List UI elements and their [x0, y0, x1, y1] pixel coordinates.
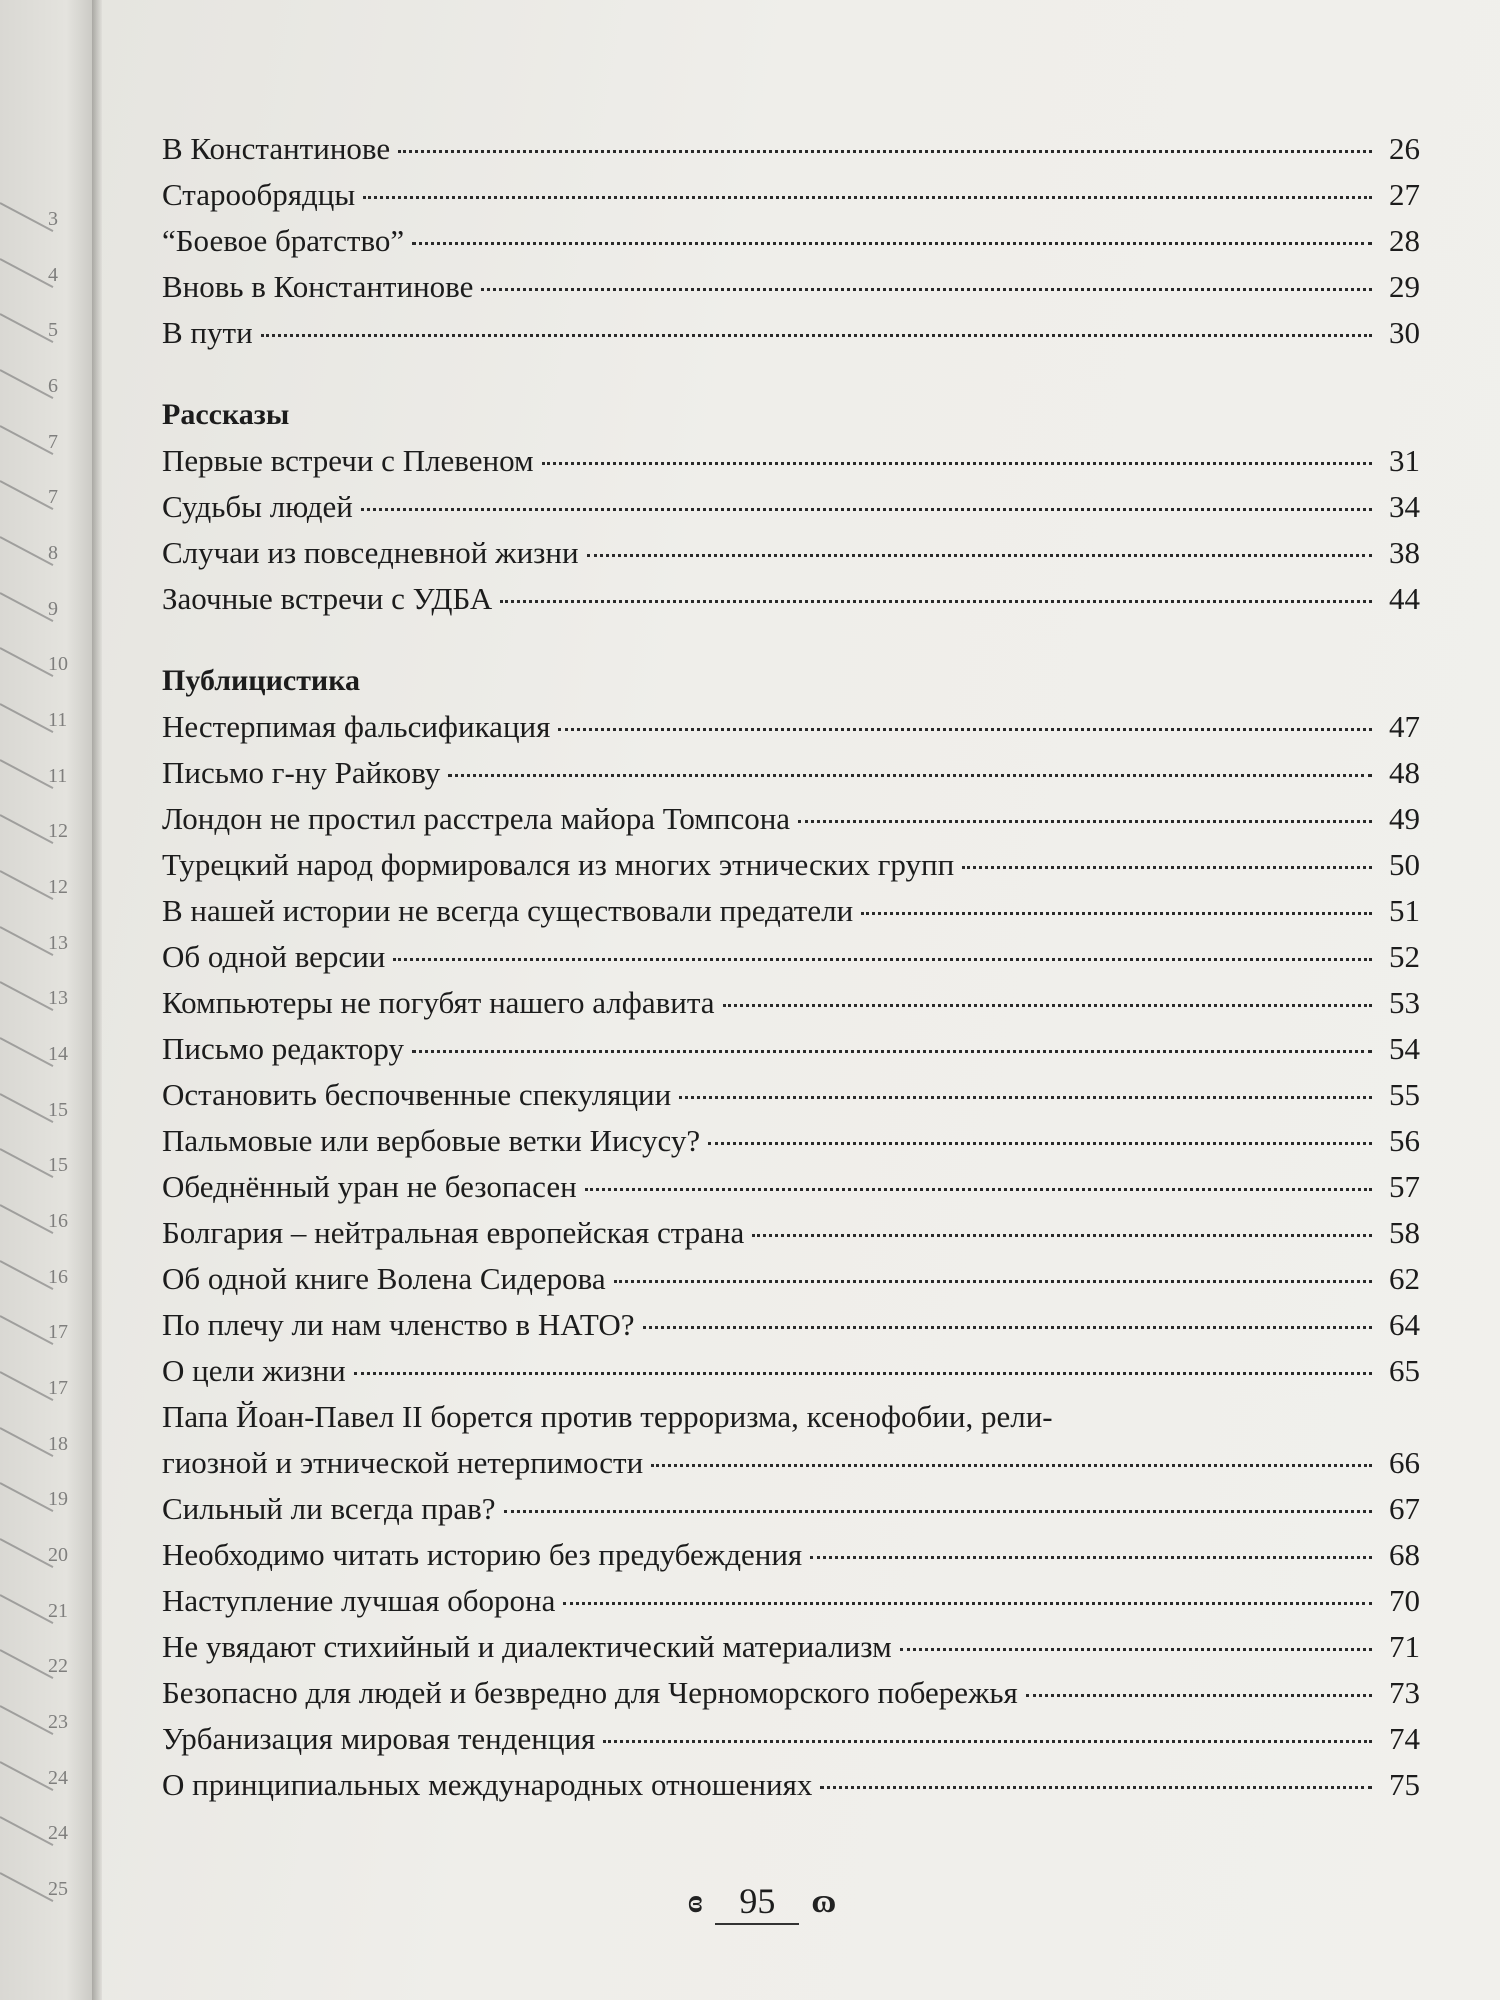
entry-page-number: 27 [1389, 177, 1420, 212]
margin-tick-mark [0, 1315, 53, 1345]
dot-leader [643, 1325, 1372, 1329]
margin-tick-mark [0, 1148, 53, 1178]
dot-leader [412, 1049, 1372, 1053]
toc-entry[interactable] [162, 1394, 1420, 1440]
dot-leader [752, 1233, 1372, 1237]
entry-page-number: 73 [1389, 1675, 1420, 1710]
entry-page-number: 71 [1389, 1629, 1420, 1664]
margin-tick-mark [0, 202, 53, 232]
dot-leader [820, 1785, 1372, 1789]
ornament-left-icon: ɞ [687, 1883, 704, 1920]
margin-tick-mark [0, 759, 53, 789]
toc-entry[interactable] [162, 1762, 1420, 1808]
toc-entry[interactable] [162, 888, 1420, 934]
toc-entry[interactable] [162, 934, 1420, 980]
margin-tick-mark [0, 1037, 53, 1067]
entry-page-number: 62 [1389, 1261, 1420, 1296]
margin-tick-mark [0, 1427, 53, 1457]
entry-title: Случаи из повседневной жизни [162, 535, 579, 570]
entry-page-number: 48 [1389, 755, 1420, 790]
entry-title: Урбанизация мировая тенденция [162, 1721, 596, 1756]
margin-number: 3 [48, 208, 58, 230]
entry-page-number: 51 [1389, 893, 1420, 928]
margin-number: 11 [48, 764, 68, 787]
toc-entry[interactable] [162, 484, 1420, 530]
toc-entry[interactable] [162, 1118, 1420, 1164]
margin-tick-mark [0, 1093, 53, 1123]
toc-entry[interactable] [162, 530, 1420, 576]
toc-entry[interactable] [162, 172, 1420, 218]
margin-number: 16 [48, 1210, 68, 1232]
margin-number: 13 [48, 987, 68, 1010]
entry-title: Необходимо читать историю без предубеждения [162, 1537, 803, 1572]
entry-title: Письмо г-ну Райкову [162, 755, 441, 790]
margin-number: 9 [48, 597, 58, 620]
entry-title: Пальмовые или вербовые ветки Иисусу? [162, 1123, 701, 1158]
entry-page-number: 49 [1389, 801, 1420, 836]
entry-title: Первые встречи с Плевеном [162, 443, 534, 478]
margin-tick-mark [0, 313, 53, 343]
entry-title: В Константинове [162, 131, 391, 166]
margin-tick-mark [0, 981, 53, 1011]
toc-section [162, 658, 1420, 1808]
margin-tick-mark [0, 647, 53, 677]
toc-entry[interactable] [162, 796, 1420, 842]
toc-entry[interactable] [162, 1164, 1420, 1210]
margin-number: 12 [48, 820, 68, 843]
entry-title: По плечу ли нам членство в НАТО? [162, 1307, 635, 1342]
toc-entry[interactable] [162, 218, 1420, 264]
dot-leader [261, 333, 1372, 337]
margin-number: 19 [48, 1488, 68, 1511]
entry-title: Лондон не простил расстрела майора Томпсона [162, 801, 791, 836]
entry-title: Об одной версии [162, 939, 386, 974]
dot-leader [361, 507, 1372, 511]
entry-title: Письмо редактору [162, 1031, 405, 1066]
entry-page-number: 66 [1389, 1445, 1420, 1480]
margin-number: 24 [48, 1822, 68, 1845]
dot-leader [861, 911, 1372, 915]
dot-leader [810, 1555, 1372, 1559]
dot-leader [798, 819, 1372, 823]
toc-entry[interactable] [162, 126, 1420, 172]
margin-tick-mark [0, 1260, 53, 1290]
entry-page-number: 50 [1389, 847, 1420, 882]
entry-page-number: 31 [1389, 443, 1420, 478]
entry-title: Наступление лучшая оборона [162, 1583, 556, 1618]
entry-title: Остановить беспочвенные спекуляции [162, 1077, 672, 1112]
entry-page-number: 55 [1389, 1077, 1420, 1112]
margin-tick-mark [0, 1371, 53, 1401]
toc-entry-continuation[interactable] [162, 1440, 1420, 1486]
margin-number: 23 [48, 1711, 68, 1733]
margin-number: 21 [48, 1599, 68, 1622]
entry-page-number: 38 [1389, 535, 1420, 570]
margin-number: 4 [48, 263, 58, 286]
table-of-contents [162, 126, 1420, 1808]
dot-leader [542, 461, 1372, 465]
toc-entry[interactable] [162, 980, 1420, 1026]
margin-tick-mark [0, 1538, 53, 1568]
entry-page-number: 34 [1389, 489, 1420, 524]
toc-entry[interactable] [162, 1486, 1420, 1532]
entry-title: Вновь в Константинове [162, 269, 474, 304]
dot-leader [563, 1601, 1372, 1605]
toc-entry[interactable] [162, 1578, 1420, 1624]
entry-page-number: 30 [1389, 315, 1420, 350]
entry-page-number: 58 [1389, 1215, 1420, 1250]
toc-entry[interactable] [162, 1026, 1420, 1072]
toc-entry[interactable] [162, 576, 1420, 622]
dot-leader [651, 1463, 1372, 1467]
margin-tick-mark [0, 1594, 53, 1624]
toc-entry[interactable] [162, 1670, 1420, 1716]
margin-tick-mark [0, 1204, 53, 1234]
margin-tick-mark [0, 703, 53, 733]
dot-leader [448, 773, 1372, 777]
entry-page-number: 26 [1389, 131, 1420, 166]
margin-tick-mark [0, 258, 53, 288]
margin-number: 12 [48, 876, 68, 898]
dot-leader [504, 1509, 1373, 1513]
toc-entry[interactable] [162, 842, 1420, 888]
margin-number: 10 [48, 653, 68, 676]
margin-number: 11 [48, 709, 68, 731]
toc-entry[interactable] [162, 1532, 1420, 1578]
margin-number: 7 [48, 486, 58, 509]
dot-leader [723, 1003, 1372, 1007]
toc-entry[interactable] [162, 1072, 1420, 1118]
toc-entry[interactable] [162, 704, 1420, 750]
entry-title: О принципиальных международных отношениях [162, 1767, 813, 1802]
page-number: 95 [715, 1879, 799, 1925]
entry-page-number: 75 [1389, 1767, 1420, 1802]
entry-page-number: 64 [1389, 1307, 1420, 1342]
dot-leader [900, 1647, 1372, 1651]
margin-tick-mark [0, 1872, 53, 1902]
margin-number: 15 [48, 1154, 68, 1177]
margin-number: 24 [48, 1766, 68, 1789]
entry-page-number: 57 [1389, 1169, 1420, 1204]
entry-title: Турецкий народ формировался из многих этнических групп [162, 847, 955, 882]
dot-leader [500, 599, 1372, 603]
entry-title: Безопасно для людей и безвредно для Черноморского побережья [162, 1675, 1018, 1710]
adjacent-page-edge [0, 0, 95, 2000]
entry-title: Не увядают стихийный и диалектический материализм [162, 1629, 892, 1664]
dot-leader [412, 241, 1372, 245]
entry-title: О цели жизни [162, 1353, 346, 1388]
toc-entry[interactable] [162, 1256, 1420, 1302]
entry-page-number: 65 [1389, 1353, 1420, 1388]
entry-page-number: 44 [1389, 581, 1420, 616]
entry-title: Об одной книге Волена Сидерова [162, 1261, 606, 1296]
margin-tick-mark [0, 814, 53, 844]
margin-tick-mark [0, 425, 53, 455]
toc-entry[interactable] [162, 1348, 1420, 1394]
margin-number: 16 [48, 1265, 68, 1288]
entry-title: Обеднённый уран не безопасен [162, 1169, 577, 1204]
dot-leader [708, 1141, 1372, 1145]
dot-leader [603, 1739, 1372, 1743]
dot-leader [1026, 1693, 1372, 1697]
section-heading: Рассказы [162, 398, 290, 431]
dot-leader [962, 865, 1372, 869]
entry-title: Старообрядцы [162, 177, 356, 212]
entry-page-number: 53 [1389, 985, 1420, 1020]
dot-leader [585, 1187, 1372, 1191]
margin-number: 13 [48, 931, 68, 954]
margin-number: 20 [48, 1544, 68, 1566]
margin-number: 8 [48, 542, 58, 564]
dot-leader [614, 1279, 1372, 1283]
margin-number: 6 [48, 375, 58, 397]
margin-number: 17 [48, 1377, 68, 1399]
dot-leader [481, 287, 1372, 291]
dot-leader [398, 149, 1372, 153]
margin-tick-mark [0, 1482, 53, 1512]
book-page [102, 0, 1500, 2000]
page-footer [632, 1872, 892, 1932]
margin-tick-mark [0, 1816, 53, 1846]
entry-title-line2: гиозной и этнической нетерпимости [162, 1445, 644, 1480]
margin-number: 7 [48, 430, 58, 453]
toc-entry[interactable] [162, 750, 1420, 796]
entry-title: Папа Йоан-Павел II борется против терроризма, ксенофобии, рели- [162, 1399, 1053, 1434]
margin-number: 18 [48, 1432, 68, 1455]
entry-page-number: 74 [1389, 1721, 1420, 1756]
section-heading: Публицистика [162, 664, 361, 697]
dot-leader [558, 727, 1372, 731]
entry-page-number: 29 [1389, 269, 1420, 304]
entry-title: Сильный ли всегда прав? [162, 1491, 496, 1526]
dot-leader [393, 957, 1372, 961]
toc-entry[interactable] [162, 310, 1420, 356]
toc-entry[interactable] [162, 1302, 1420, 1348]
margin-number: 17 [48, 1321, 68, 1344]
entry-title: Заочные встречи с УДБА [162, 581, 493, 616]
margin-tick-mark [0, 926, 53, 956]
margin-number: 15 [48, 1098, 68, 1121]
entry-page-number: 54 [1389, 1031, 1420, 1066]
entry-page-number: 47 [1389, 709, 1420, 744]
entry-page-number: 68 [1389, 1537, 1420, 1572]
margin-tick-mark [0, 1761, 53, 1791]
entry-title: Нестерпимая фальсификация [162, 709, 551, 744]
entry-title: Судьбы людей [162, 489, 353, 524]
entry-title: В нашей истории не всегда существовали предатели [162, 893, 854, 928]
entry-page-number: 28 [1389, 223, 1420, 258]
dot-leader [363, 195, 1372, 199]
dot-leader [587, 553, 1372, 557]
margin-tick-mark [0, 1705, 53, 1735]
entry-title: В пути [162, 315, 253, 350]
toc-entry[interactable] [162, 1624, 1420, 1670]
margin-tick-mark [0, 480, 53, 510]
entry-title: Компьютеры не погубят нашего алфавита [162, 985, 715, 1020]
dot-leader [679, 1095, 1372, 1099]
toc-entry[interactable] [162, 264, 1420, 310]
entry-page-number: 52 [1389, 939, 1420, 974]
toc-entry[interactable] [162, 1210, 1420, 1256]
ornament-right-icon: ɷ [811, 1883, 837, 1920]
margin-number: 14 [48, 1043, 68, 1065]
entry-page-number: 56 [1389, 1123, 1420, 1158]
entry-title: Болгария – нейтральная европейская страна [162, 1215, 745, 1250]
toc-entry[interactable] [162, 438, 1420, 484]
toc-entry[interactable] [162, 1716, 1420, 1762]
entry-page-number: 67 [1389, 1491, 1420, 1526]
toc-section [162, 392, 1420, 622]
margin-number: 22 [48, 1655, 68, 1678]
margin-tick-mark [0, 870, 53, 900]
margin-tick-mark [0, 592, 53, 622]
dot-leader [354, 1371, 1372, 1375]
book-gutter [92, 0, 102, 2000]
margin-tick-mark [0, 1649, 53, 1679]
margin-number: 25 [48, 1878, 68, 1900]
margin-tick-mark [0, 369, 53, 399]
margin-number: 5 [48, 319, 58, 342]
entry-page-number: 70 [1389, 1583, 1420, 1618]
margin-tick-mark [0, 536, 53, 566]
entry-title: “Боевое братство” [162, 223, 405, 258]
toc-section [162, 126, 1420, 356]
